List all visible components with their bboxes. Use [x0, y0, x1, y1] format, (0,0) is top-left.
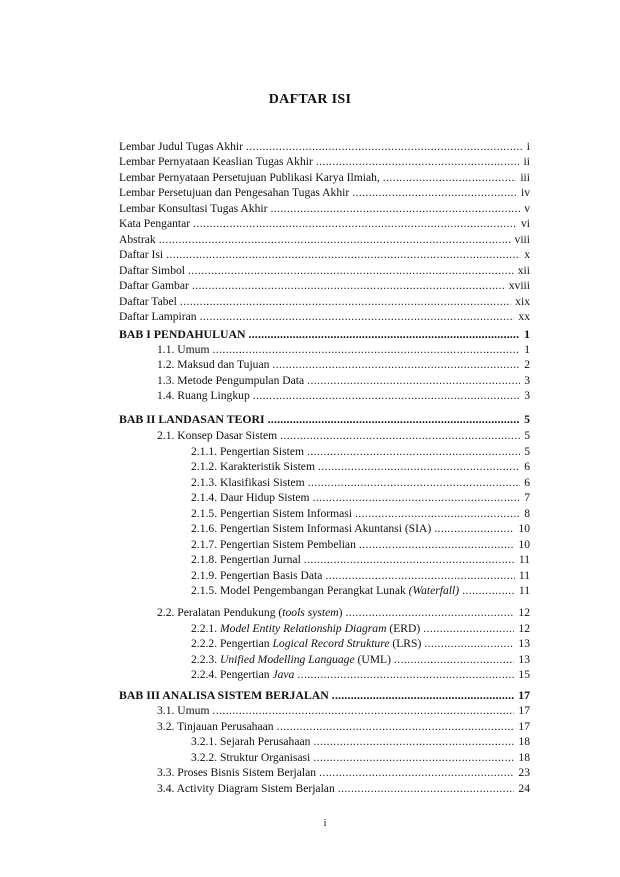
toc-page-number: 13 [518, 637, 530, 650]
toc-entry [191, 750, 530, 765]
toc-entry-label: Daftar Tabel [119, 294, 177, 308]
dot-leader [424, 636, 514, 651]
label-text: 2.2.3. [191, 652, 220, 666]
toc-page-number: 6 [524, 460, 530, 473]
toc-entry [157, 342, 530, 357]
toc-entry [191, 583, 530, 598]
dot-leader [313, 490, 521, 505]
toc-entry-label: Lembar Pernyataan Persetujuan Publikasi Karya Ilmiah, [119, 170, 380, 184]
page-title: DAFTAR ISI [268, 92, 352, 107]
toc-chapter-heading [119, 688, 530, 703]
toc-entry [157, 428, 530, 443]
toc-page-number: xviii [508, 279, 530, 293]
toc-page-number: 3 [524, 389, 530, 403]
dot-leader [192, 278, 505, 293]
toc-page-number: 12 [518, 606, 530, 619]
dot-leader [338, 781, 515, 796]
dot-leader [277, 719, 515, 734]
toc-entry [157, 373, 530, 388]
dot-leader [355, 506, 520, 521]
toc-entry-label: BAB I PENDAHULUAN [119, 327, 246, 341]
toc-page-number: 1 [524, 327, 530, 341]
toc-entry-label: BAB III ANALISA SISTEM BERJALAN [119, 688, 329, 702]
toc-entry-label: 2.1.1. Pengertian Sistem [191, 444, 305, 458]
toc-page-number: 6 [524, 475, 530, 489]
toc-entry-label: 2.1. Konsep Dasar Sistem [157, 429, 278, 442]
toc-entry [191, 459, 530, 474]
toc-page-number: 17 [518, 704, 530, 717]
toc-page-number: xix [515, 294, 530, 308]
toc-page-number: 13 [518, 652, 530, 666]
toc-page-number: 18 [518, 735, 530, 748]
dot-leader [394, 652, 514, 667]
toc-chapter-heading [119, 327, 530, 342]
toc-page-number: xx [518, 309, 530, 323]
dot-leader [319, 765, 514, 780]
toc-page-number: viii [514, 232, 530, 246]
dot-leader [462, 583, 515, 598]
toc-entry-label: Kata Pengantar [119, 217, 191, 231]
dot-leader [270, 201, 520, 216]
toc-page-number: iii [520, 170, 530, 184]
dot-leader [249, 327, 521, 342]
dot-leader [325, 568, 514, 583]
toc-page-number: 15 [518, 668, 530, 681]
toc-entry-label: 2.1.3. Klasifikasi Sistem [191, 475, 305, 489]
toc-entry-label: Lembar Judul Tugas Akhir [119, 140, 243, 153]
dot-leader [313, 750, 514, 765]
dot-leader [359, 537, 515, 552]
toc-entry [119, 185, 530, 200]
label-text-suffix: ) [338, 606, 343, 619]
dot-leader [307, 373, 520, 388]
toc-entry-label: 1.4. Ruang Lingkup [157, 389, 250, 403]
label-emphasis: Unified Modelling Language [219, 652, 355, 666]
toc-entry-label: 1.1. Umum [157, 343, 210, 356]
toc-entry-label: 2.1.5. Pengertian Sistem Informasi [191, 506, 352, 520]
label-text-suffix: (UML) [354, 652, 391, 666]
toc-entry-label: 1.3. Metode Pengumpulan Data [157, 373, 305, 387]
toc-entry-label: 2.1.4. Daur Hidup Sistem [191, 491, 310, 504]
toc-entry [119, 170, 530, 185]
label-text-suffix: (LRS) [389, 637, 422, 650]
label-emphasis: Java [272, 668, 295, 681]
toc-page-number: x [524, 248, 530, 262]
toc-entry [191, 475, 530, 490]
toc-page-number: 12 [518, 621, 530, 635]
toc-entry-label: 1.2. Maksud dan Tujuan [157, 358, 270, 372]
toc-page-number: 5 [524, 412, 530, 426]
toc-page-number: 8 [524, 506, 530, 520]
dot-leader [213, 342, 521, 357]
toc-page-number: 11 [518, 568, 530, 582]
dot-leader [272, 357, 520, 372]
dot-leader [268, 412, 520, 427]
dot-leader [188, 263, 514, 278]
label-emphasis: (Waterfall) [408, 584, 460, 597]
toc-page-number: 10 [518, 522, 530, 535]
toc-entry [157, 781, 530, 796]
toc-page-number: 3 [524, 373, 530, 387]
label-text: 2.2.4. Pengertian [191, 668, 273, 681]
toc-page-number: 5 [524, 429, 530, 442]
toc-entry [119, 139, 530, 154]
toc-page-number: v [524, 201, 530, 215]
dot-leader [423, 621, 514, 636]
toc-entry-label: 3.1. Umum [157, 704, 210, 717]
toc-chapter-heading [119, 412, 530, 427]
toc-page-number: 10 [518, 537, 530, 551]
dot-leader [253, 388, 520, 403]
dot-leader [345, 605, 514, 620]
toc-entry-label: 3.2.1. Sejarah Perusahaan [191, 735, 311, 748]
dot-leader [313, 734, 514, 749]
label-text: 2.2.2. Pengertian [191, 637, 273, 650]
toc-page-number: ii [523, 155, 530, 169]
toc-entry [119, 201, 530, 216]
toc-entry [119, 278, 530, 293]
toc-entry [191, 734, 530, 749]
toc-entry-label: 3.2. Tinjauan Perusahaan [157, 719, 274, 733]
toc-page-number: 1 [524, 343, 530, 356]
toc-page-number: 11 [518, 553, 530, 566]
toc-entry [191, 667, 530, 682]
toc-entry [191, 568, 530, 583]
toc-entry [191, 636, 530, 651]
page-number: i [323, 818, 327, 829]
dot-leader [316, 154, 520, 169]
toc-entry-label: Daftar Gambar [119, 279, 189, 293]
toc-page-number: 18 [518, 750, 530, 764]
toc-page-number: xii [517, 263, 530, 277]
toc-entry [157, 765, 530, 780]
dot-leader [352, 185, 517, 200]
toc-page-number: 17 [518, 719, 530, 733]
toc-entry-label: 3.4. Activity Diagram Sistem Berjalan [157, 781, 335, 795]
dot-leader [297, 667, 514, 682]
dot-leader [193, 216, 517, 231]
toc-entry [119, 232, 530, 247]
toc-page-number: 5 [524, 444, 530, 458]
toc-entry [191, 521, 530, 536]
dot-leader [200, 309, 515, 324]
toc-entry [191, 652, 530, 667]
toc-entry [157, 388, 530, 403]
toc-entry [191, 490, 530, 505]
toc-entry-label [157, 605, 342, 620]
toc-entry-label: Abstrak [119, 232, 156, 246]
toc-entry-label [191, 667, 294, 682]
toc-entry-label [191, 583, 459, 598]
toc-entry-label: Lembar Konsultasi Tugas Akhir [119, 201, 268, 215]
toc-entry-label: 3.2.2. Struktur Organisasi [191, 750, 311, 764]
toc-entry-label: Daftar Lampiran [119, 309, 197, 323]
toc-entry-label: 2.1.8. Pengertian Jurnal [191, 553, 301, 566]
dot-leader [180, 294, 511, 309]
toc-entry-label: Daftar Simbol [119, 263, 186, 277]
toc-entry-label: 2.1.2. Karakteristik Sistem [191, 460, 315, 473]
label-emphasis: tools system [282, 606, 339, 619]
dot-leader [246, 139, 523, 154]
dot-leader [332, 688, 514, 703]
dot-leader [318, 459, 520, 474]
toc-entry-label: 2.1.9. Pengertian Basis Data [191, 568, 323, 582]
toc-entry [119, 309, 530, 324]
label-text: 2.2.1. [191, 621, 220, 635]
dot-leader [213, 703, 515, 718]
toc-page-number: 17 [518, 688, 530, 702]
dot-leader [434, 521, 514, 536]
dot-leader [280, 428, 520, 443]
dot-leader [166, 247, 520, 262]
toc-entry-label [191, 636, 421, 651]
toc-entry [157, 605, 530, 620]
toc-entry [157, 719, 530, 734]
toc-page-number: 11 [518, 584, 530, 597]
toc-entry-label: Lembar Persetujuan dan Pengesahan Tugas Akhir [119, 186, 350, 200]
toc-entry-label: Daftar Isi [119, 248, 164, 262]
toc-entry [191, 621, 530, 636]
toc-entry [119, 154, 530, 169]
toc-entry-label: 2.1.7. Pengertian Sistem Pembelian [191, 537, 356, 551]
dot-leader [383, 170, 517, 185]
toc-entry [119, 247, 530, 262]
toc-entry [191, 537, 530, 552]
toc-entry [119, 216, 530, 231]
toc-page-number: 24 [518, 781, 530, 795]
toc-page-number: 7 [524, 491, 530, 504]
toc-entry [119, 263, 530, 278]
dot-leader [307, 444, 520, 459]
toc-entry-label: BAB II LANDASAN TEORI [119, 412, 265, 426]
dot-leader [308, 475, 521, 490]
toc-entry [191, 444, 530, 459]
toc-entry-label: Lembar Pernyataan Keaslian Tugas Akhir [119, 155, 313, 169]
toc-page-number: i [526, 140, 530, 153]
label-emphasis: Logical Record Strukture [272, 637, 390, 650]
label-emphasis: Model Entity Relationship Diagram [219, 621, 387, 635]
label-text: 2.1.5. Model Pengembangan Perangkat Lunak [191, 584, 409, 597]
toc-page-number: iv [520, 186, 530, 200]
toc-entry-label: 2.1.6. Pengertian Sistem Informasi Akuntansi (SIA) [191, 522, 432, 535]
toc-entry [191, 552, 530, 567]
toc-entry-label: 3.3. Proses Bisnis Sistem Berjalan [157, 766, 317, 779]
toc-entry [157, 703, 530, 718]
dot-leader [304, 552, 515, 567]
label-text: 2.2. Peralatan Pendukung ( [157, 606, 283, 619]
dot-leader [159, 232, 511, 247]
toc-entry [119, 294, 530, 309]
toc-entry-label [191, 652, 391, 667]
toc-entry-label [191, 621, 420, 636]
toc-page-number: 23 [518, 766, 530, 779]
toc-entry [157, 357, 530, 372]
toc-page-number: vi [520, 217, 530, 231]
label-text-suffix: (ERD) [386, 621, 421, 635]
toc-page-number: 2 [524, 358, 530, 372]
toc-entry [191, 506, 530, 521]
